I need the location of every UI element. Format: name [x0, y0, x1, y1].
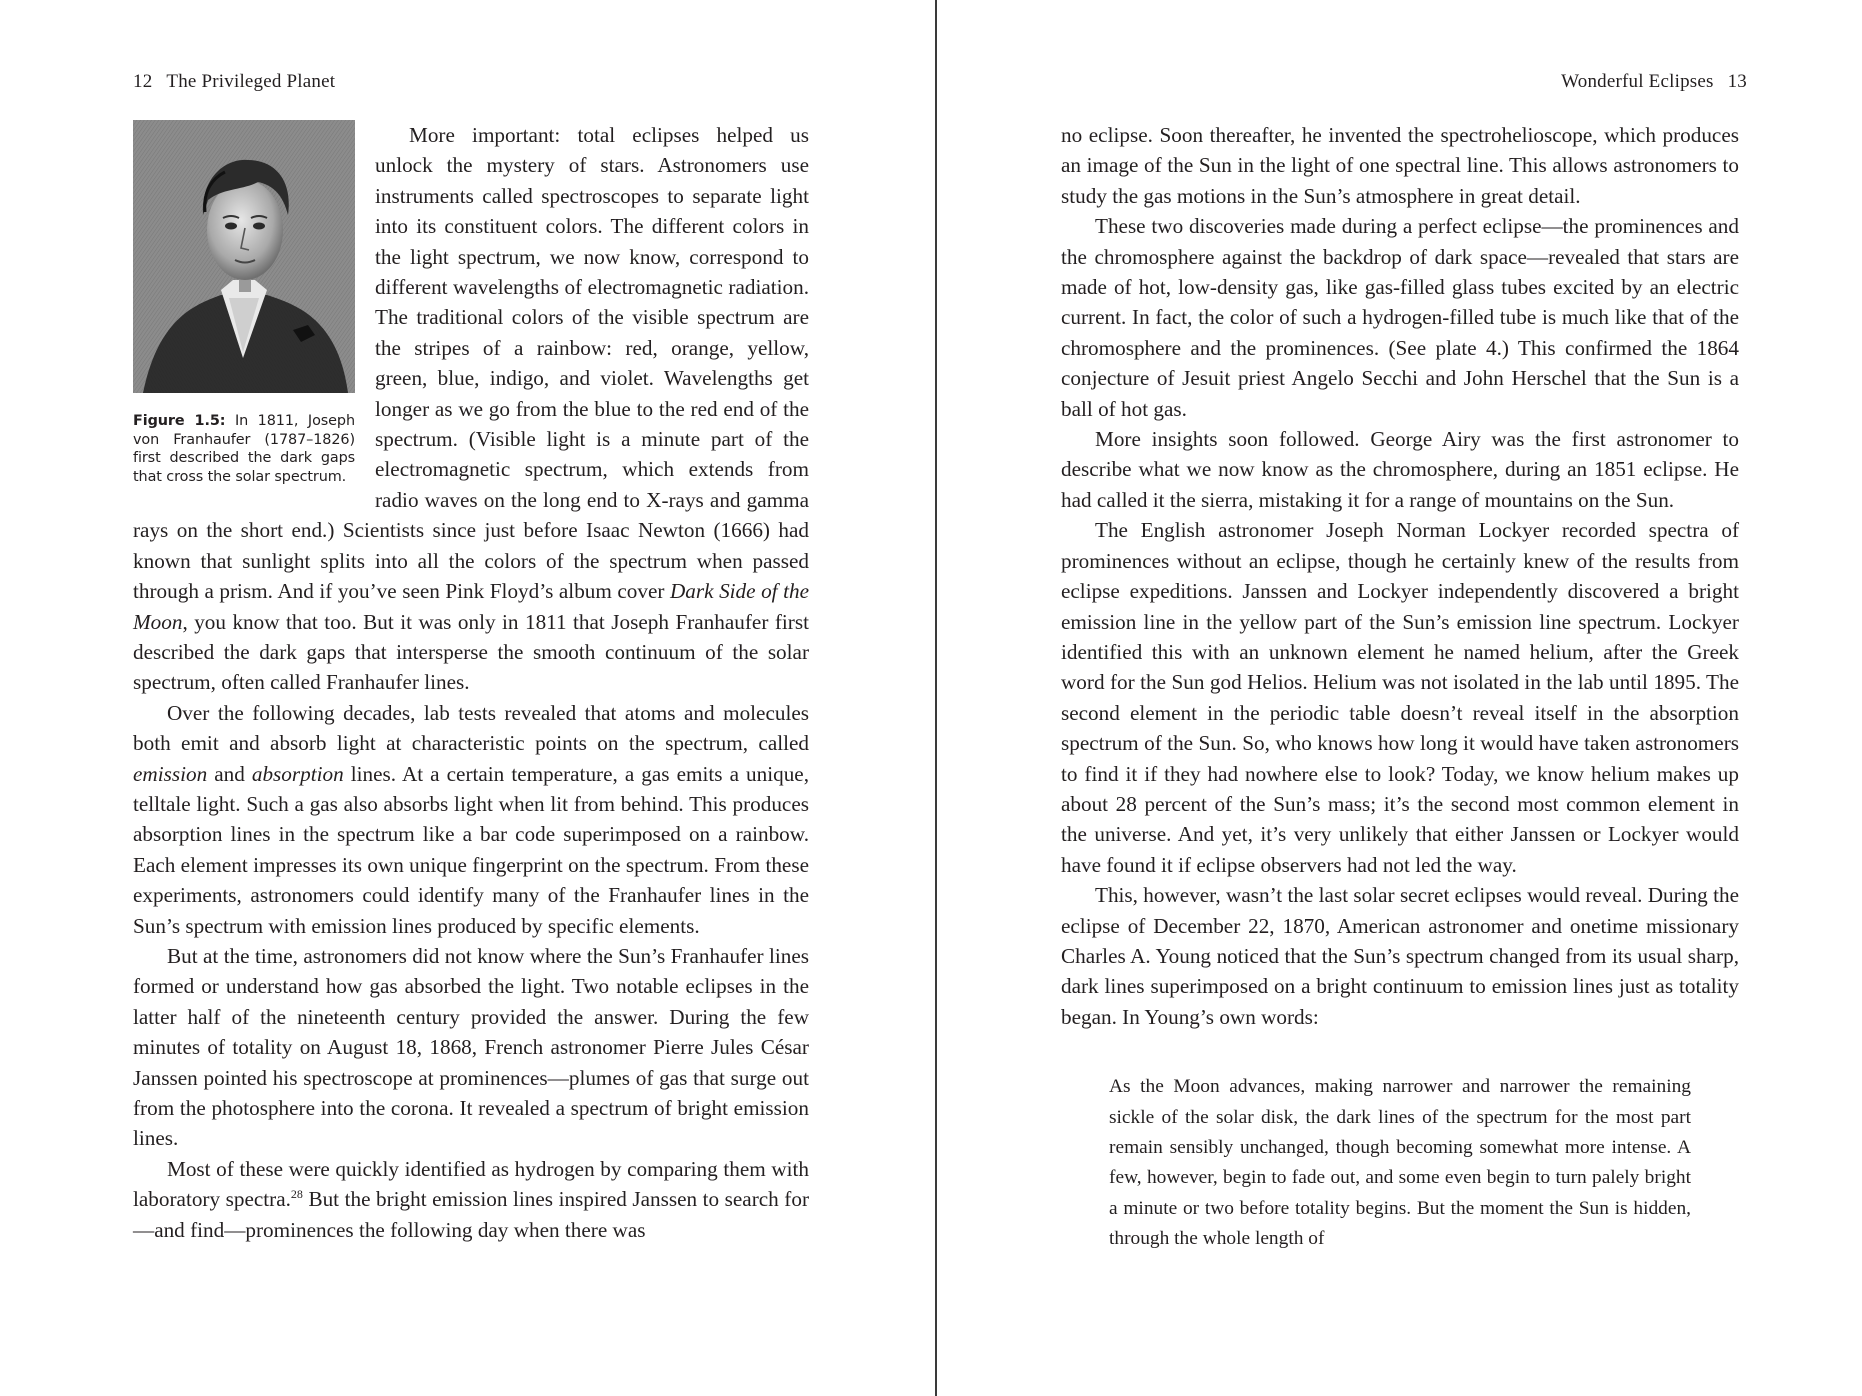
emphasis: emission [133, 761, 208, 786]
left-body-text [133, 120, 809, 1245]
paragraph: But at the time, astronomers did not know where the Sun’s Franhaufer lines formed or understand how gas absorbed the light. Two notable eclipses in the latter half of the nineteenth century provided the answer. During the few minutes of totality on August 18, 1868, French astronomer Pierre Jules César Janssen pointed his spectroscope at prominences—plumes of gas that surge out from the photosphere into the corona. It revealed a spectrum of bright emission lines. [133, 943, 809, 1151]
paragraph-text: More important: total eclipses helped us unlock the mystery of stars. Astronomers use instruments called spectroscopes to separate light into its constituent colors. The different colors in the light spectrum, we now know, correspond to different wavelengths of electromagnetic radiation. The traditional colors of the visible spectrum are the stripes of a rainbow: red, orange, yellow, green, blue, indigo, and violet. Wavelengths get longer as we go from the blue to the red end of the spectrum. (Visible light is a minute part of the electromagnetic spectrum, which extends from radio waves on the long end to X-rays and gamma rays on the short end.) Scientists since just before Isaac Newton (1666) had known that sunlight splits into all the colors of the spectrum when passed through a prism. And if you’ve seen Pink Floyd’s album cover [133, 123, 809, 604]
right-body-text [1061, 120, 1739, 1255]
paragraph-text: Over the following decades, lab tests revealed that atoms and molecules both emit and absorb light at characteristic points on the spectrum, called [133, 700, 809, 756]
figure-1-5 [133, 120, 355, 486]
paragraph-text: But the bright emission lines inspired Janssen to search for—and find—prominences the following day when there was [133, 1187, 810, 1242]
paragraph [133, 698, 809, 941]
paragraph-text: , you know that too. But it was only in 1811 that Joseph Franhaufer first described the dark gaps that intersperse the smooth continuum of the solar spectrum, often called Franhaufer lines. [133, 609, 809, 695]
block-quote [1109, 1072, 1691, 1254]
page-number-left: 12 [133, 71, 153, 92]
page-number-right: 13 [1727, 71, 1747, 92]
figure-caption-text: In 1811, Joseph von Franhaufer (1787–1826) first described the dark gaps that cross the solar spectrum. [133, 413, 355, 485]
chapter-title: Wonderful Eclipses [1561, 71, 1714, 92]
figure-label: Figure 1.5: [133, 413, 226, 429]
book-title: The Privileged Planet [166, 71, 336, 92]
paragraph: no eclipse. Soon thereafter, he invented the spectrohelioscope, which produces an image of the Sun in the light of one spectral line. This allows astronomers to study the gas motions in the Sun’s atmosphere in great detail. [1061, 123, 1739, 208]
emphasis: absorption [251, 761, 344, 786]
portrait-engraving [133, 120, 355, 393]
right-running-head [1561, 70, 1747, 94]
right-page [937, 0, 1862, 1396]
paragraph: More insights soon followed. George Airy was the first astronomer to describe what we now know as the chromosphere, during an 1851 eclipse. He had called it the sierra, mistaking it for a range of mountains on the Sun. [1061, 427, 1739, 512]
figure-caption [133, 412, 355, 486]
paragraph: The English astronomer Joseph Norman Lockyer recorded spectra of prominences without an eclipse, though he certainly knew of the results from eclipse expeditions. Janssen and Lockyer independently discovered a bright emission line in the yellow part of the Sun’s emission line spectrum. Lockyer identified this with an unknown element he named helium, after the Greek word for the Sun god Helios. Helium was not isolated in the lab until 1895. The second element in the periodic table doesn’t reveal itself in the absorption spectrum of the Sun. So, who knows how long it would have taken astronomers to find it if they had nowhere else to look? Today, we know helium makes up about 28 percent of the Sun’s mass; it’s the second most common element in the universe. And yet, it’s very unlikely that either Janssen or Lockyer would have found it if eclipse observers had not led the way. [1061, 518, 1739, 877]
paragraph-text: lines. At a certain temperature, a gas emits a unique, telltale light. Such a gas also absorbs light when lit from behind. This produces absorption lines in the spectrum like a bar code superimposed on a rainbow. Each element impresses its own unique fingerprint on the spectrum. From these experiments, astronomers could identify many of the Franhaufer lines in the Sun’s spectrum with emission lines produced by specific elements. [133, 761, 809, 938]
paragraph-text: Most of these were quickly identified as hydrogen by comparing them with laboratory spectra. [133, 1156, 809, 1212]
album-title: Dark Side of the Moon [133, 579, 809, 634]
paragraph [133, 1154, 809, 1245]
footnote-reference: 28 [290, 1187, 303, 1202]
paragraph-text: and [207, 761, 252, 786]
paragraph: These two discoveries made during a perfect eclipse—the prominences and the chromosphere against the backdrop of dark space—revealed that stars are made of hot, low-density gas, like gas-filled glass tubes excited by an electric current. In fact, the color of such a hydrogen-filled tube is much like that of the chromosphere and the prominences. (See plate 4.) This confirmed the 1864 conjecture of Jesuit priest Angelo Secchi and John Herschel that the Sun is a ball of hot gas. [1061, 214, 1739, 421]
paragraph: This, however, wasn’t the last solar secret eclipses would reveal. During the eclipse of December 22, 1870, American astronomer and onetime missionary Charles A. Young noticed that the Sun’s spectrum changed from its usual sharp, dark lines superimposed on a bright continuum to emission lines just as totality began. In Young’s own words: [1061, 883, 1739, 1029]
quote-text: As the Moon advances, making narrower and narrower the remaining sickle of the solar disk, the dark lines of the spectrum for the most part remain sensibly unchanged, though becoming somewhat more intense. A few, however, begin to fade out, and some even begin to turn palely bright a minute or two before totality begins. But the moment the Sun is hidden, through the whole length of [1109, 1076, 1691, 1250]
left-running-head [133, 70, 335, 94]
